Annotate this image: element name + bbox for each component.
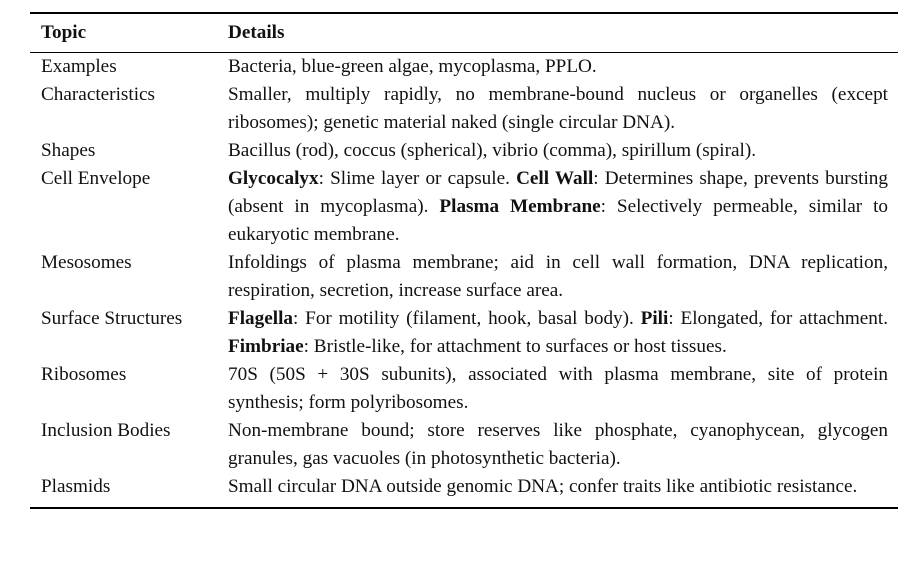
row-topic: Plasmids	[41, 476, 111, 497]
table-body	[30, 52, 898, 501]
row-topic: Cell Envelope	[41, 168, 151, 189]
row-topic: Characteristics	[41, 84, 156, 105]
details-text: Bacteria, blue-green algae, mycoplasma, PPLO.	[228, 56, 597, 77]
details-text: : Selectively permeable, similar to eukaryotic membrane.	[228, 196, 888, 245]
details-text: Smaller, multiply rapidly, no membrane-bound nucleus or organelles (except ribosomes); genetic material naked (single circular DNA).	[228, 84, 888, 133]
details-term: Glycocalyx	[228, 168, 319, 189]
row-topic: Ribosomes	[41, 364, 127, 385]
row-topic: Examples	[41, 56, 117, 77]
details-text: 70S (50S + 30S subunits), associated with plasma membrane, site of protein synthesis; form polyribosomes.	[228, 364, 888, 413]
details-text: : For motility (filament, hook, basal body).	[293, 308, 641, 329]
details-text: Bacillus (rod), coccus (spherical), vibrio (comma), spirillum (spiral).	[228, 140, 757, 161]
row-details	[228, 81, 898, 137]
row-details	[228, 305, 898, 361]
table-row	[30, 473, 898, 501]
details-text: : Elongated, for attachment.	[668, 308, 888, 329]
row-details	[228, 361, 898, 417]
details-text: : Slime layer or capsule.	[318, 168, 517, 189]
details-term: Flagella	[228, 308, 294, 329]
table-row	[30, 81, 898, 137]
bottom-rule	[30, 507, 898, 509]
header-details: Details	[228, 22, 285, 43]
table-row	[30, 137, 898, 165]
row-topic: Mesosomes	[41, 252, 132, 273]
row-details	[228, 249, 898, 305]
table-row	[30, 361, 898, 417]
row-topic	[30, 305, 228, 361]
table-row	[30, 165, 898, 249]
row-topic: Shapes	[41, 140, 96, 161]
table-row	[30, 305, 898, 361]
row-details	[228, 165, 898, 249]
details-text: : Determines shape, prevents bursting (absent in mycoplasma).	[228, 168, 888, 217]
table-row	[30, 417, 898, 473]
row-topic-text: Surface Structures	[41, 308, 183, 329]
details-text: Non-membrane bound; store reserves like phosphate, cyanophycean, glycogen granules, gas vacuoles (in photosynthetic bacteria).	[228, 420, 888, 469]
header-topic: Topic	[41, 22, 87, 43]
row-details	[228, 53, 898, 81]
details-term: Fimbriae	[228, 336, 304, 357]
table	[30, 14, 898, 501]
table-row	[30, 249, 898, 305]
details-term: Pili	[640, 308, 669, 329]
details-text: Small circular DNA outside genomic DNA; confer traits like antibiotic resistance.	[228, 476, 858, 497]
details-text: Infoldings of plasma membrane; aid in cell wall formation, DNA replication, respiration, secretion, increase surface area.	[228, 252, 888, 301]
details-term: Cell Wall	[516, 168, 594, 189]
topic-details-table	[30, 12, 898, 509]
details-text: : Bristle-like, for attachment to surfaces or host tissues.	[303, 336, 727, 357]
table-row	[30, 53, 898, 81]
row-details	[228, 137, 898, 165]
row-details	[228, 473, 898, 501]
row-topic: Inclusion Bodies	[41, 420, 171, 441]
row-details	[228, 417, 898, 473]
header-row	[30, 14, 898, 52]
details-term: Plasma Membrane	[439, 196, 601, 217]
